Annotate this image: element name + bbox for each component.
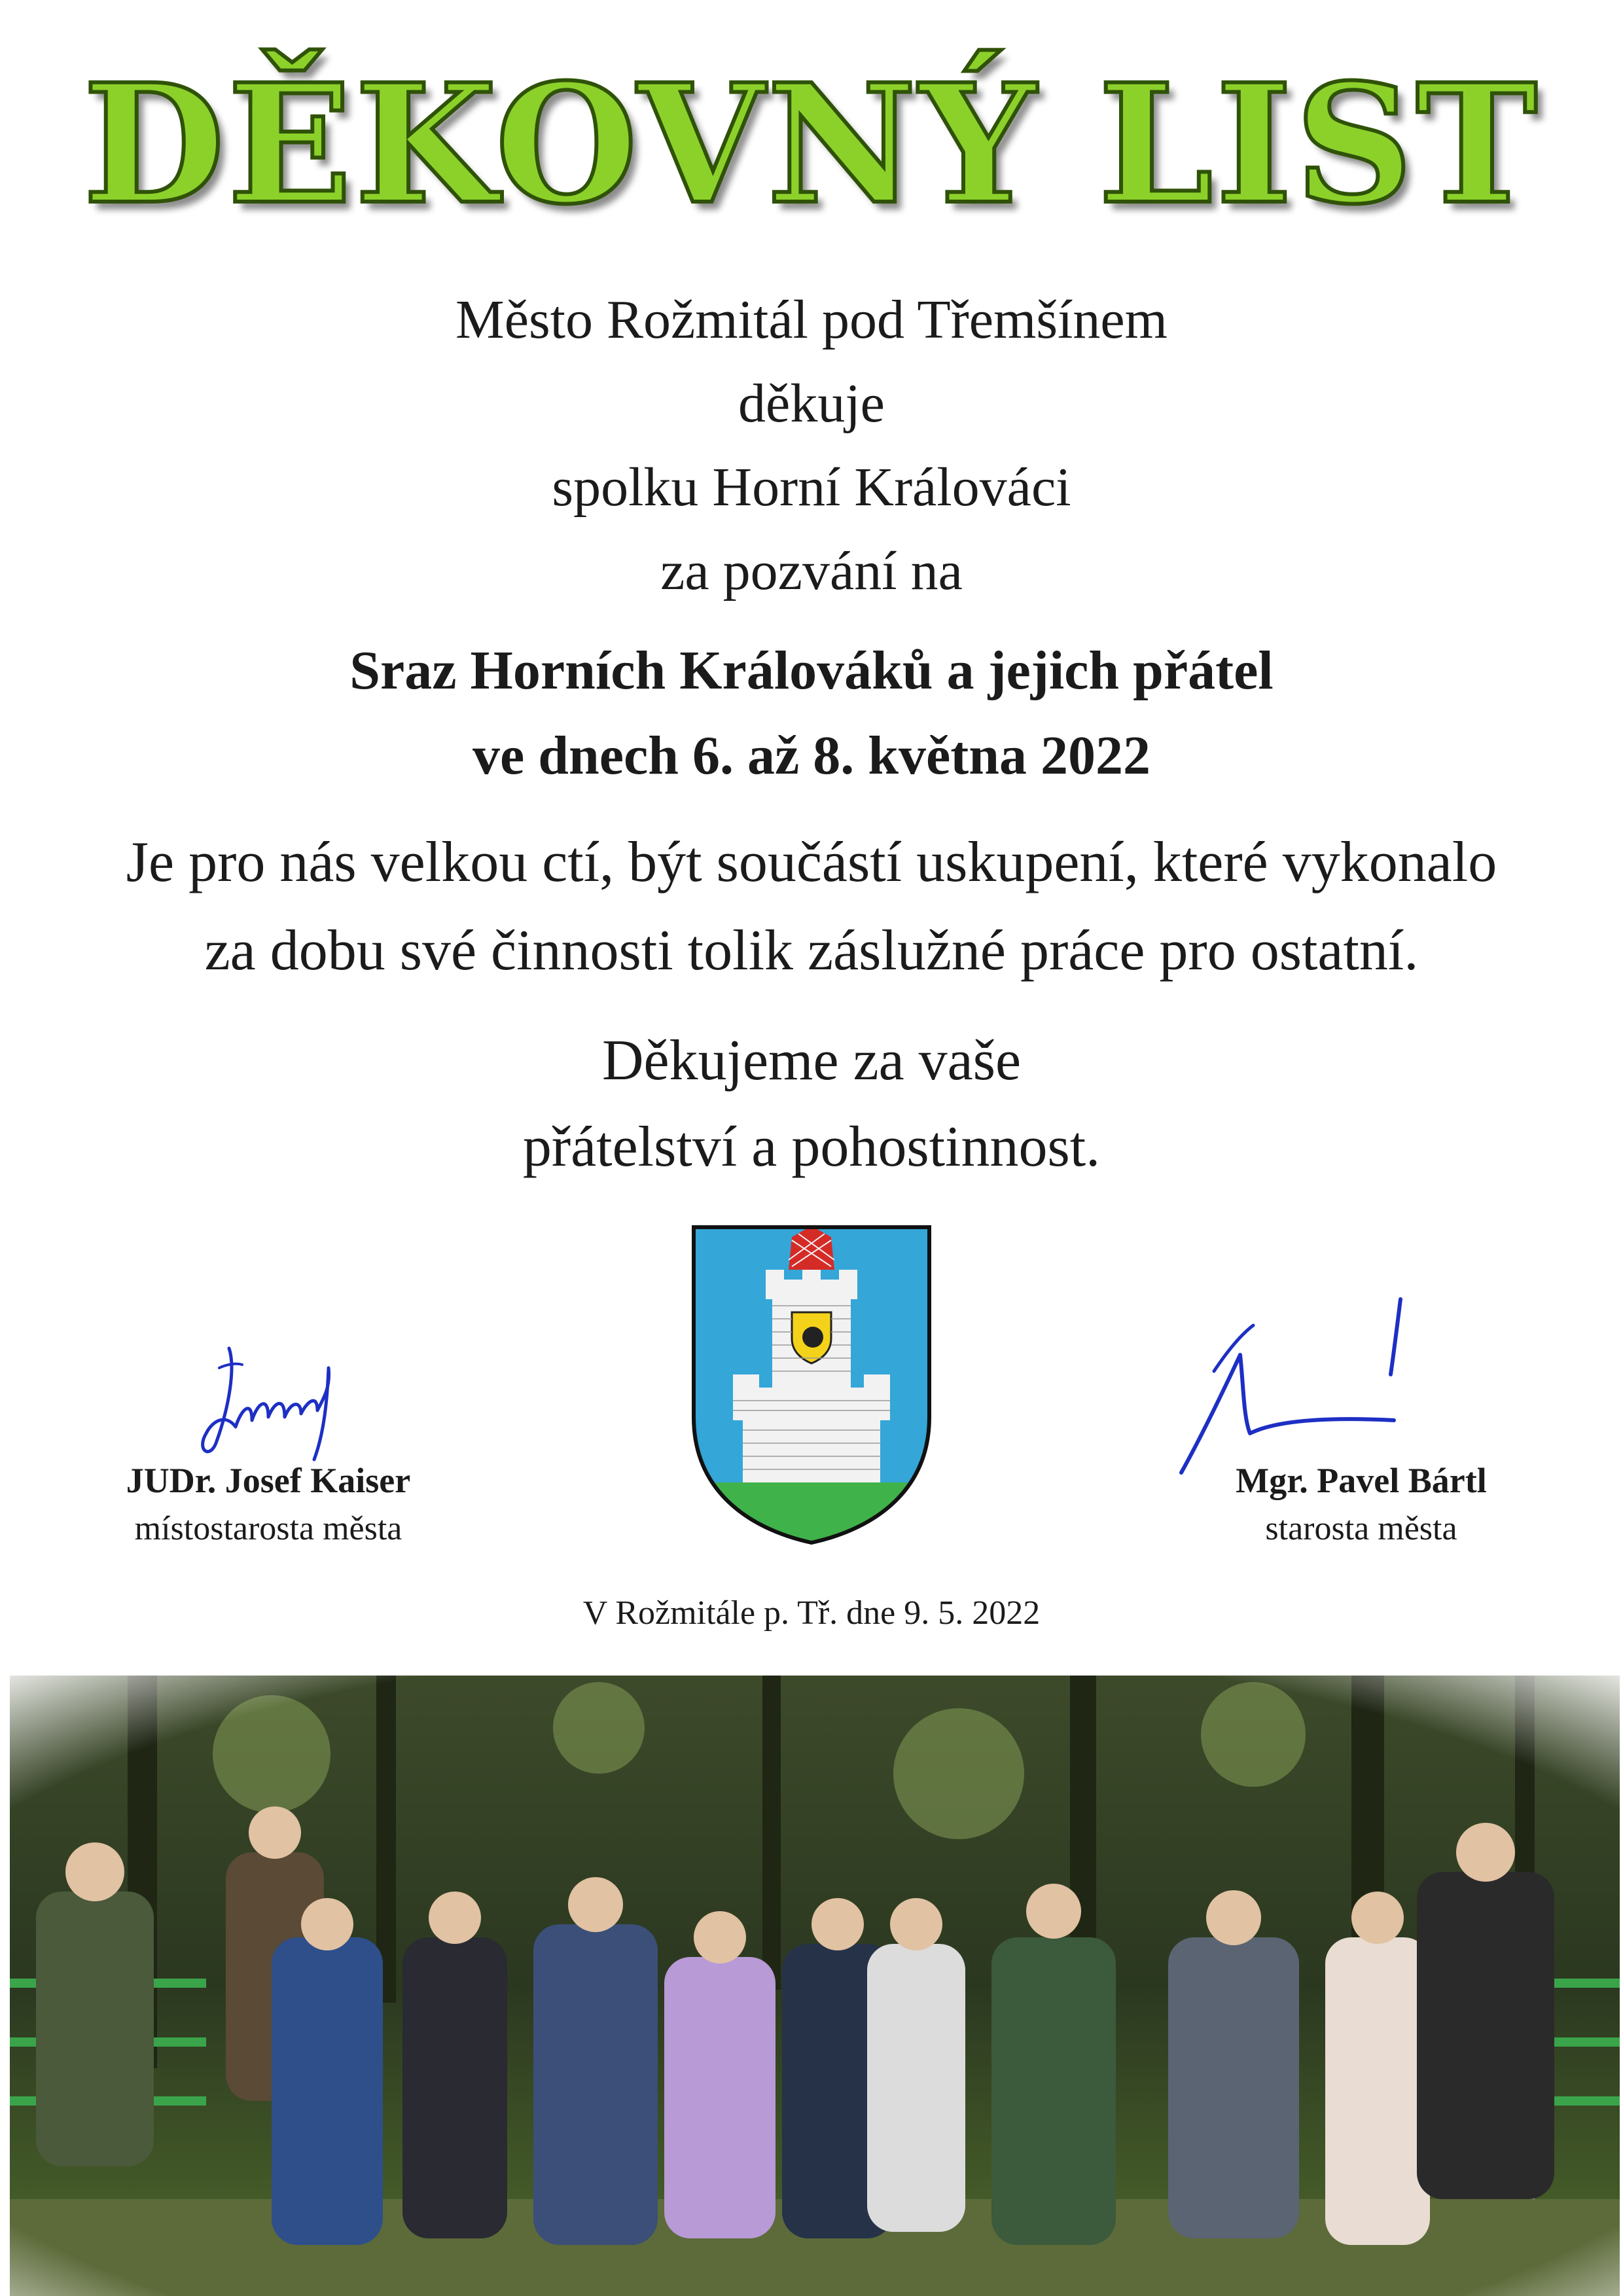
event-name: Sraz Horních Králováků a jejich přátel: [349, 640, 1274, 701]
thanks-block: [0, 1018, 1623, 1191]
town-coat-of-arms-icon: [687, 1221, 936, 1548]
thanks-line-2: přátelství a pohostinnost.: [522, 1115, 1101, 1179]
date-line: V Rožmitále p. Tř. dne 9. 5. 2022: [582, 1594, 1041, 1632]
signer-right-name: Mgr. Pavel Bártl: [1236, 1461, 1487, 1500]
thanks-line-1: Děkujeme za vaše: [601, 1029, 1022, 1092]
event-block: [0, 628, 1623, 798]
signer-left: [85, 1456, 452, 1553]
intro-town: Město Rožmitál pod Třemšínem: [455, 289, 1168, 350]
signer-right: [1178, 1456, 1544, 1553]
intro-thanks: děkuje: [738, 373, 885, 434]
signature-left-icon: [190, 1329, 360, 1466]
signer-left-name: JUDr. Josef Kaiser: [126, 1461, 411, 1500]
honor-block: [0, 818, 1623, 995]
honor-line-1: Je pro nás velkou ctí, být součástí uskupení, které vykonalo: [126, 831, 1497, 894]
group-photo: [10, 1676, 1620, 2296]
certificate-title: DĚKOVNÝ LIST: [82, 48, 1541, 240]
honor-line-2: za dobu své činnosti tolik záslužné práce pro ostatní.: [204, 919, 1419, 982]
intro-invitation: za pozvání na: [660, 541, 963, 601]
signature-right-icon: [1178, 1293, 1433, 1482]
event-dates: ve dnech 6. až 8. května 2022: [473, 725, 1150, 786]
signer-right-role: starosta města: [1265, 1510, 1457, 1547]
intro-recipient: spolku Horní Králováci: [552, 457, 1071, 518]
signer-left-role: místostarosta města: [134, 1510, 402, 1547]
intro-block: [0, 278, 1623, 613]
